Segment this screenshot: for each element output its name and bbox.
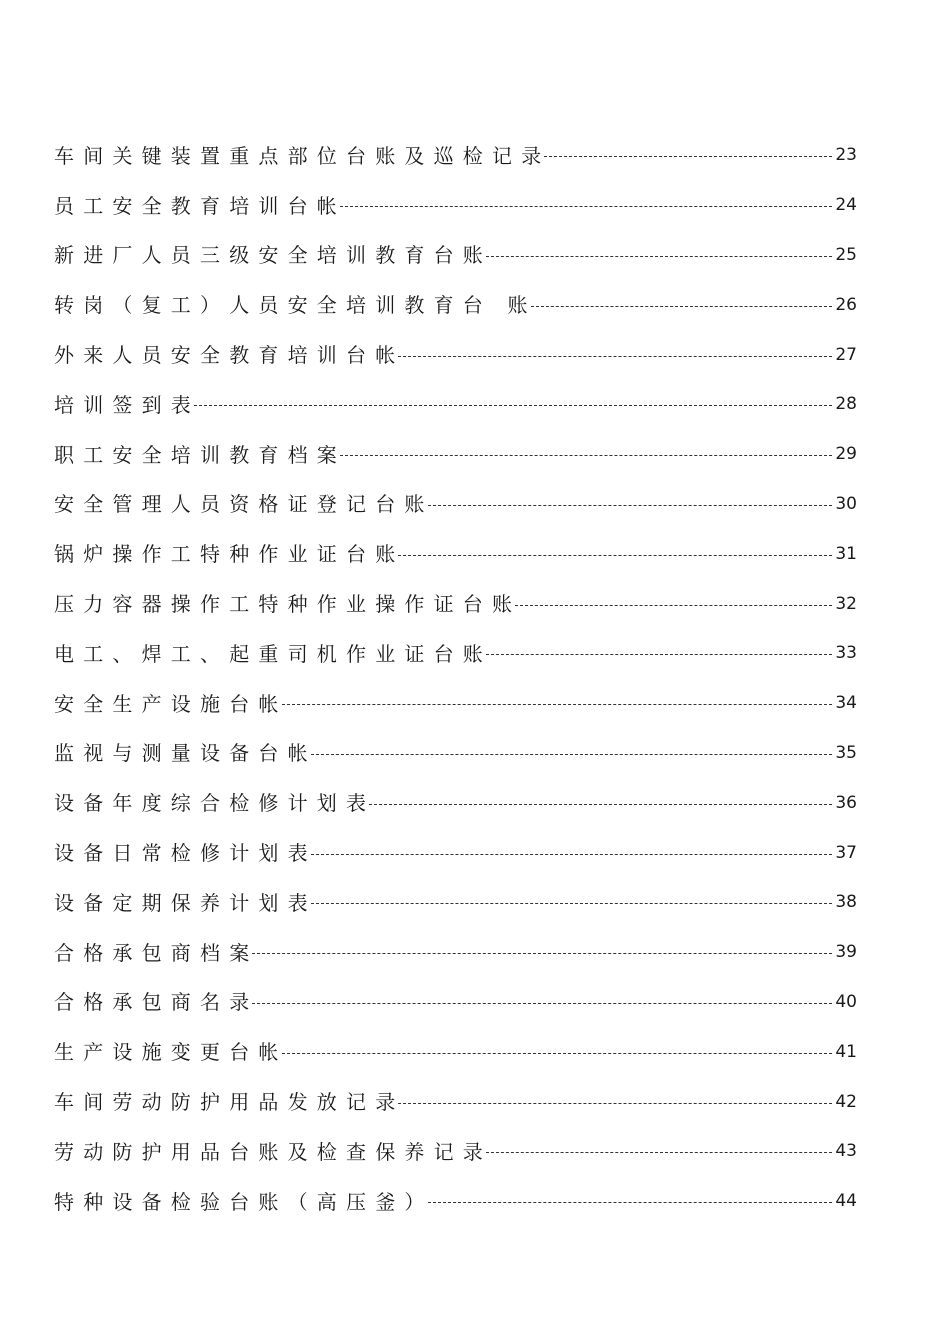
toc-dot-leader xyxy=(282,704,832,705)
toc-entry[interactable] xyxy=(54,1027,857,1077)
toc-entry[interactable] xyxy=(54,280,857,330)
toc-entry-title: 新进厂人员三级安全培训教育台账 xyxy=(54,243,492,268)
toc-entry[interactable] xyxy=(54,131,857,181)
toc-dot-leader xyxy=(398,356,832,357)
toc-dot-leader xyxy=(544,156,832,157)
toc-page-number: 33 xyxy=(835,643,857,664)
toc-page-number: 42 xyxy=(835,1091,857,1112)
toc-entry[interactable] xyxy=(54,430,857,480)
toc-entry-title: 转岗（复工）人员安全培训教育台 账 xyxy=(54,293,537,318)
toc-dot-leader xyxy=(252,1003,832,1004)
toc-entry[interactable] xyxy=(54,1177,857,1227)
toc-entry-title: 安全管理人员资格证登记台账 xyxy=(54,492,434,517)
toc-entry-title: 职工安全培训教育档案 xyxy=(54,442,346,467)
toc-page-number: 31 xyxy=(835,543,857,564)
toc-entry-title: 合格承包商档案 xyxy=(54,940,259,965)
toc-dot-leader xyxy=(531,306,832,307)
toc-page-number: 43 xyxy=(835,1141,857,1162)
toc-dot-leader xyxy=(340,455,832,456)
toc-page-number: 25 xyxy=(835,244,857,265)
toc-page-number: 34 xyxy=(835,693,857,714)
toc-entry-title: 车间关键装置重点部位台账及巡检记录 xyxy=(54,143,551,168)
toc-entry-title: 车间劳动防护用品发放记录 xyxy=(54,1090,405,1115)
toc-entry[interactable] xyxy=(54,679,857,729)
toc-entry[interactable] xyxy=(54,1127,857,1177)
toc-dot-leader xyxy=(428,1202,832,1203)
toc-entry[interactable] xyxy=(54,380,857,430)
toc-entry-title: 外来人员安全教育培训台帐 xyxy=(54,343,405,368)
toc-entry-title: 设备日常检修计划表 xyxy=(54,841,317,866)
toc-entry[interactable] xyxy=(54,330,857,380)
toc-entry[interactable] xyxy=(54,778,857,828)
toc-dot-leader xyxy=(428,505,832,506)
toc-entry-title: 电工、焊工、起重司机作业证台账 xyxy=(54,641,492,666)
toc-dot-leader xyxy=(486,654,832,655)
toc-page-number: 35 xyxy=(835,742,857,763)
toc-dot-leader xyxy=(194,405,832,406)
toc-page-number: 32 xyxy=(835,593,857,614)
toc-entry-title: 安全生产设施台帐 xyxy=(54,691,288,716)
toc-entry[interactable] xyxy=(54,480,857,530)
toc-page-number: 24 xyxy=(835,195,857,216)
toc-entry-title: 特种设备检验台账（高压釜） xyxy=(54,1189,434,1214)
toc-entry-title: 生产设施变更台帐 xyxy=(54,1040,288,1065)
toc-dot-leader xyxy=(486,1152,832,1153)
toc-dot-leader xyxy=(311,854,832,855)
toc-entry[interactable] xyxy=(54,529,857,579)
toc-entry[interactable] xyxy=(54,729,857,779)
toc-dot-leader xyxy=(369,804,832,805)
toc-entry-title: 员工安全教育培训台帐 xyxy=(54,193,346,218)
toc-page-number: 28 xyxy=(835,394,857,415)
toc-entry-title: 监视与测量设备台帐 xyxy=(54,741,317,766)
toc-entry-title: 设备年度综合检修计划表 xyxy=(54,791,376,816)
toc-entry[interactable] xyxy=(54,231,857,281)
toc-page-number: 23 xyxy=(835,145,857,166)
toc-page-number: 38 xyxy=(835,892,857,913)
toc-dot-leader xyxy=(311,903,832,904)
toc-dot-leader xyxy=(398,1103,832,1104)
toc-entry-title: 设备定期保养计划表 xyxy=(54,890,317,915)
table-of-contents xyxy=(54,131,857,1227)
toc-page-number: 39 xyxy=(835,942,857,963)
toc-page-number: 40 xyxy=(835,991,857,1012)
toc-page-number: 41 xyxy=(835,1041,857,1062)
toc-entry-title: 锅炉操作工特种作业证台账 xyxy=(54,542,405,567)
toc-entry[interactable] xyxy=(54,579,857,629)
toc-entry-title: 劳动防护用品台账及检查保养记录 xyxy=(54,1139,492,1164)
toc-dot-leader xyxy=(515,605,832,606)
toc-dot-leader xyxy=(282,1053,832,1054)
toc-page-number: 29 xyxy=(835,444,857,465)
toc-dot-leader xyxy=(311,754,832,755)
toc-page-number: 44 xyxy=(835,1191,857,1212)
toc-entry[interactable] xyxy=(54,878,857,928)
toc-page-number: 36 xyxy=(835,792,857,813)
toc-page-number: 27 xyxy=(835,344,857,365)
toc-page-number: 30 xyxy=(835,493,857,514)
toc-entry[interactable] xyxy=(54,1077,857,1127)
toc-entry[interactable] xyxy=(54,828,857,878)
toc-entry[interactable] xyxy=(54,629,857,679)
toc-dot-leader xyxy=(398,555,832,556)
toc-entry-title: 合格承包商名录 xyxy=(54,990,259,1015)
toc-page-number: 37 xyxy=(835,842,857,863)
toc-entry-title: 培训签到表 xyxy=(54,392,200,417)
toc-page-number: 26 xyxy=(835,294,857,315)
toc-entry-title: 压力容器操作工特种作业操作证台账 xyxy=(54,592,522,617)
toc-entry[interactable] xyxy=(54,181,857,231)
toc-dot-leader xyxy=(252,953,832,954)
toc-entry[interactable] xyxy=(54,978,857,1028)
toc-dot-leader xyxy=(486,256,832,257)
toc-entry[interactable] xyxy=(54,928,857,978)
toc-dot-leader xyxy=(340,206,832,207)
